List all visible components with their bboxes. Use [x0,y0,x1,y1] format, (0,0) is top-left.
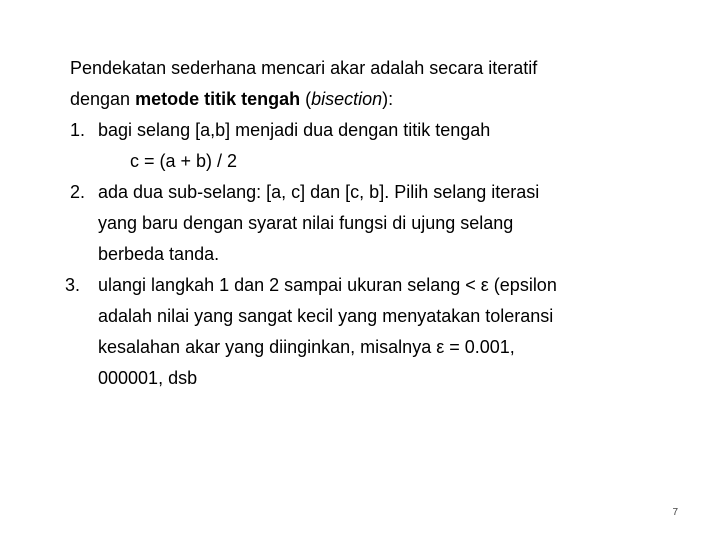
step-2-line-3: berbeda tanda. [98,244,220,264]
step-1-text: bagi selang [a,b] menjadi dua dengan titik tengah [98,120,491,140]
slide-body [65,53,670,394]
step-1-number: 1. [70,120,86,140]
step-3-line-2: adalah nilai yang sangat kecil yang menyatakan toleransi [98,306,554,326]
step-3-line-3: kesalahan akar yang diinginkan, misalnya ε = 0.001, [98,337,515,357]
intro-line-1: Pendekatan sederhana mencari akar adalah secara iteratif [70,58,538,78]
step-3-number: 3. [65,275,81,295]
step-2-line-2: yang baru dengan syarat nilai fungsi di ujung selang [98,213,514,233]
intro-line-2-suffix: ): [382,89,394,109]
step-3-line-4: 000001, dsb [98,368,198,388]
intro-line-2-prefix: dengan [70,89,136,109]
intro-line-2 [70,84,670,115]
intro-line-2-mid: ( [300,89,312,109]
step-1-formula: c = (a + b) / 2 [130,151,238,171]
step-1-line-1 [70,115,670,146]
step-2-text-1: ada dua sub-selang: [a, c] dan [c, b]. Pilih selang iterasi [98,182,540,202]
step-2-number: 2. [70,182,86,202]
step-3-text-1: ulangi langkah 1 dan 2 sampai ukuran selang < ε (epsilon [98,275,557,295]
step-2-line-1 [70,177,670,208]
method-english-name: bisection [311,89,383,109]
page-number: 7 [672,507,678,518]
step-3-line-1 [65,270,670,301]
method-name: metode titik tengah [135,89,301,109]
